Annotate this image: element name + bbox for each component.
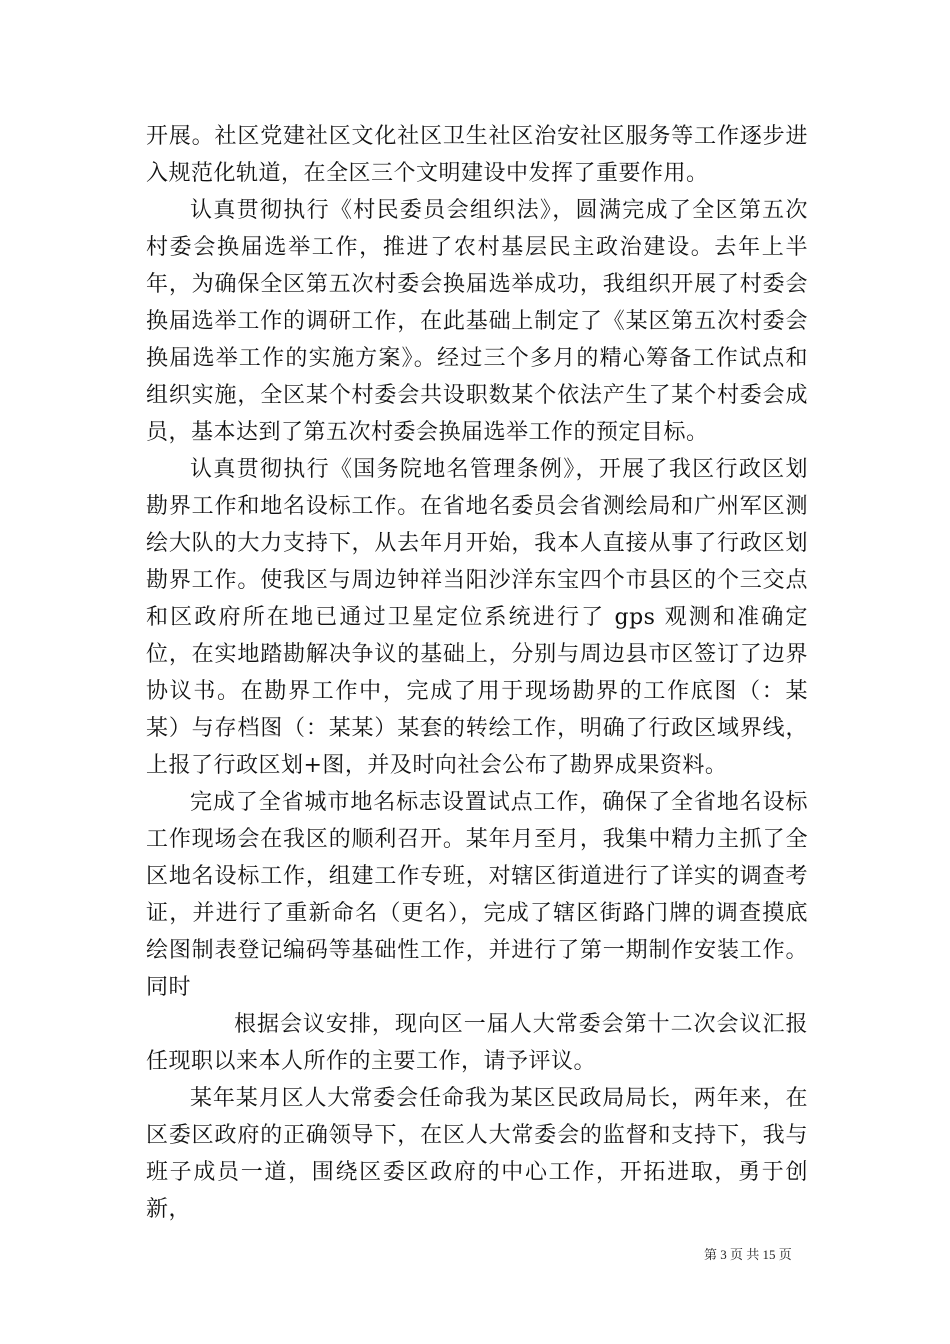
paragraph-4: 完成了全省城市地名标志设置试点工作，确保了全省地名设标工作现场会在我区的顺利召开。某年月至月，我集中精力主抓了全区地名设标工作，组建工作专班，对辖区街道进行了详实的调查考证，并进行了重新命名（更名），完成了辖区街路门牌的调查摸底绘图制表登记编码等基础性工作，并进行了第一期制作安装工作。同时 (146, 790, 808, 1000)
page-number: 第 3 页 共 15 页 (704, 1247, 792, 1262)
paragraph-1: 开展。社区党建社区文化社区卫生社区治安社区服务等工作逐步进入规范化轨道，在全区三个文明建设中发挥了重要作用。 (146, 124, 808, 186)
paragraph-3: 认真贯彻执行《国务院地名管理条例》，开展了我区行政区划勘界工作和地名设标工作。在省地名委员会省测绘局和广州军区测绘大队的大力支持下，从去年月开始，我本人直接从事了行政区划勘界工作。使我区与周边钟祥当阳沙洋东宝四个市县区的个三交点和区政府所在地已通过卫星定位系统进行了 gps 观测和准确定位，在实地踏勘解决争议的基础上，分别与周边县市区签订了边界协议书。在勘界工作中，完成了用于现场勘界的工作底图（：某某）与存档图（：某某）某套的转绘工作，明确了行政区域界线，上报了行政区划+图，并及时向社会公布了勘界成果资料。 (146, 457, 808, 778)
paragraph-5: 根据会议安排，现向区一届人大常委会第十二次会议汇报任现职以来本人所作的主要工作，请予评议。 (146, 1012, 808, 1074)
paragraph-6: 某年某月区人大常委会任命我为某区民政局局长，两年来，在区委区政府的正确领导下，在区人大常委会的监督和支持下，我与班子成员一道，围绕区委区政府的中心工作，开拓进取，勇于创新， (146, 1086, 808, 1222)
paragraph-2: 认真贯彻执行《村民委员会组织法》，圆满完成了全区第五次村委会换届选举工作，推进了农村基层民主政治建设。去年上半年，为确保全区第五次村委会换届选举成功，我组织开展了村委会换届选举工作的调研工作，在此基础上制定了《某区第五次村委会换届选举工作的实施方案》。经过三个多月的精心筹备工作试点和组织实施，全区某个村委会共设职数某个依法产生了某个村委会成员，基本达到了第五次村委会换届选举工作的预定目标。 (146, 198, 808, 445)
document-body (146, 118, 808, 1228)
